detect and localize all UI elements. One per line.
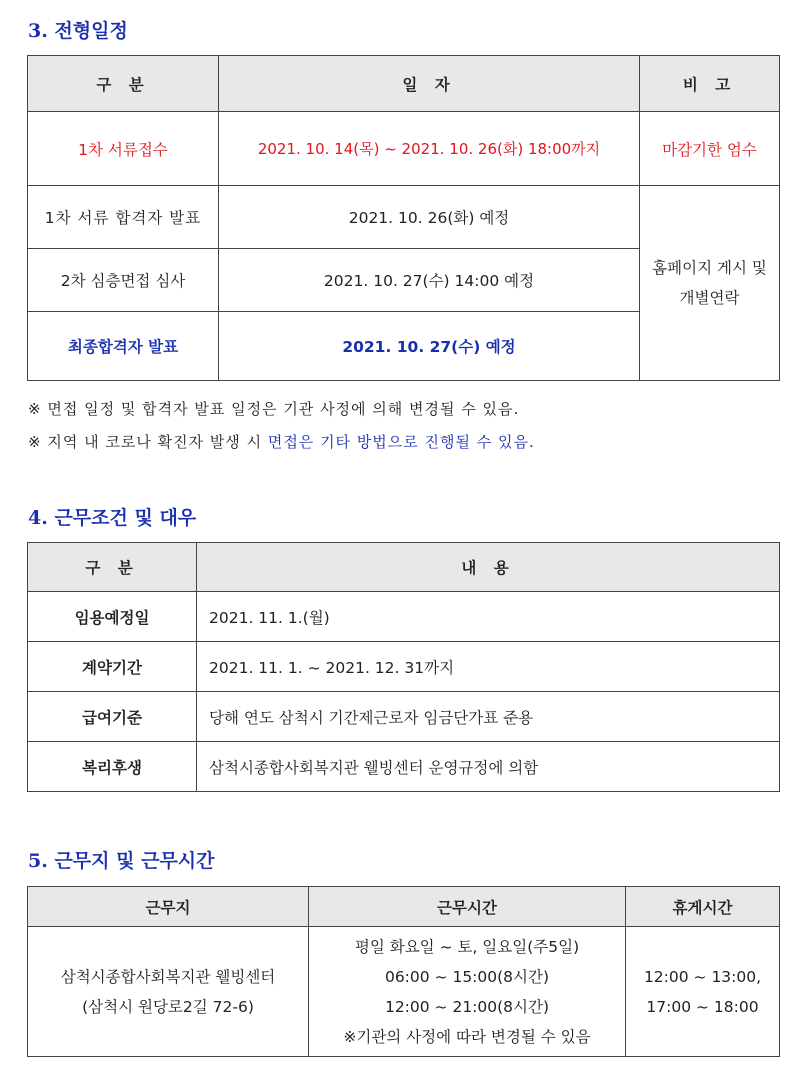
note-highlight: 면접은 기타 방법으로 진행될 수 있음.: [267, 433, 535, 451]
hours-header: 근무시간: [309, 887, 626, 927]
schedule-note-1: [28, 398, 519, 419]
table-row: [28, 692, 780, 742]
conditions-header-content: 내 용: [197, 543, 780, 592]
table-row: [28, 642, 780, 692]
schedule-category: 2차 심층면접 심사: [28, 249, 219, 312]
conditions-header-category: 구 분: [28, 543, 197, 592]
break-line: 12:00 ~ 13:00,: [643, 967, 762, 986]
condition-value: 2021. 11. 1.(월): [197, 592, 780, 642]
hours-cell: [309, 927, 626, 1057]
merged-note-line: 홈페이지 게시 및: [652, 259, 767, 277]
schedule-category: 1차 서류접수: [28, 112, 219, 186]
condition-value: 삼척시종합사회복지관 웰빙센터 운영규정에 의함: [197, 742, 780, 792]
schedule-header-note: 비 고: [640, 56, 780, 112]
workplace-table: [27, 886, 780, 1057]
table-row: [28, 112, 780, 186]
note-text: ※ 지역 내 코로나 확진자 발생 시: [28, 433, 268, 451]
schedule-note: 마감기한 엄수: [640, 112, 780, 186]
hours-line: 평일 화요일 ~ 토, 일요일(주5일): [354, 937, 580, 956]
schedule-date: 2021. 10. 26(화) 예정: [219, 186, 640, 249]
schedule-category: 최종합격자 발표: [28, 312, 219, 381]
workplace-line: 삼척시종합사회복지관 웰빙센터: [60, 967, 276, 986]
section5-title: 5. 근무지 및 근무시간: [28, 850, 215, 872]
schedule-header-category: 구 분: [28, 56, 219, 112]
hours-line: ※기관의 사정에 따라 변경될 수 있음: [343, 1027, 591, 1046]
condition-value: 당해 연도 삼척시 기간제근로자 임금단가표 준용: [197, 692, 780, 742]
condition-label: 급여기준: [28, 692, 197, 742]
schedule-merged-note: [640, 186, 780, 381]
schedule-table: [27, 55, 780, 381]
merged-note-line: 개별연락: [679, 289, 740, 307]
note-text: ※ 면접 일정 및 합격자 발표 일정은 기관 사정에 의해 변경될 수 있음.: [28, 400, 520, 418]
hours-line: 06:00 ~ 15:00(8시간): [384, 967, 550, 986]
schedule-note-2: [28, 431, 535, 452]
workplace-cell: [28, 927, 309, 1057]
condition-value: 2021. 11. 1. ~ 2021. 12. 31까지: [197, 642, 780, 692]
break-header: 휴게시간: [626, 887, 780, 927]
table-row: [28, 742, 780, 792]
condition-label: 복리후생: [28, 742, 197, 792]
schedule-date: 2021. 10. 27(수) 14:00 예정: [219, 249, 640, 312]
workplace-line: (삼척시 원당로2길 72-6): [82, 997, 254, 1016]
section3-title: 3. 전형일정: [28, 20, 128, 42]
table-row: [28, 927, 780, 1057]
condition-label: 계약기간: [28, 642, 197, 692]
schedule-header-date: 일 자: [219, 56, 640, 112]
schedule-date: 2021. 10. 27(수) 예정: [219, 312, 640, 381]
break-line: 17:00 ~ 18:00: [646, 997, 759, 1016]
break-cell: [626, 927, 780, 1057]
section4-title: 4. 근무조건 및 대우: [28, 507, 197, 529]
table-row: [28, 186, 780, 249]
condition-label: 임용예정일: [28, 592, 197, 642]
hours-line: 12:00 ~ 21:00(8시간): [384, 997, 550, 1016]
schedule-category: 1차 서류 합격자 발표: [28, 186, 219, 249]
schedule-date: 2021. 10. 14(목) ~ 2021. 10. 26(화) 18:00까지: [219, 112, 640, 186]
conditions-table: [27, 542, 780, 792]
workplace-header: 근무지: [28, 887, 309, 927]
table-row: [28, 592, 780, 642]
